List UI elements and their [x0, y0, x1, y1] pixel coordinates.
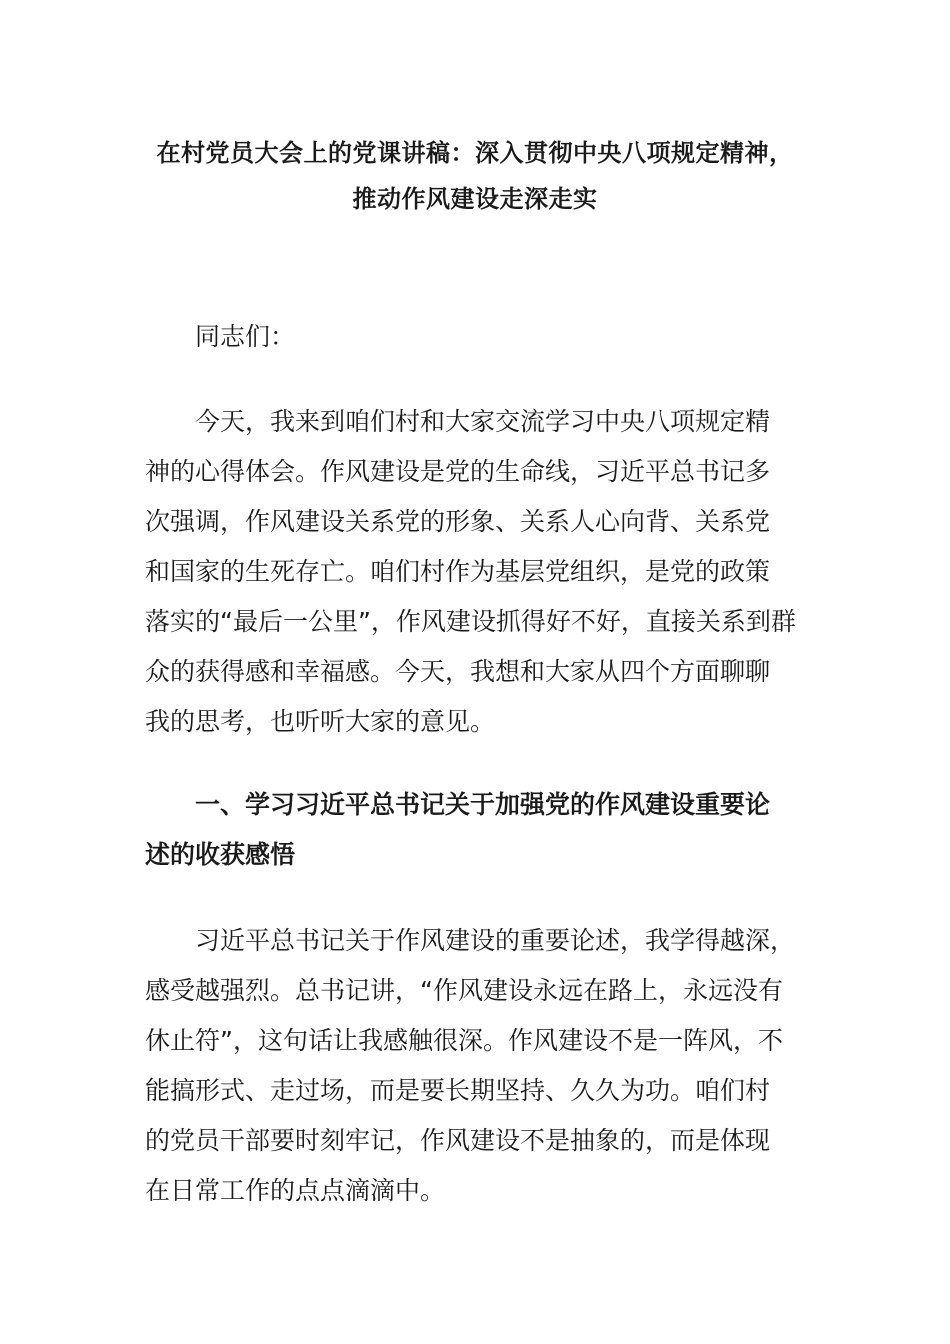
paragraph-section-1	[145, 916, 807, 1216]
paragraph-line: 落实的“最后一公里”，作风建设抓得好不好，直接关系到群	[145, 607, 796, 636]
paragraph-line: 能搞形式、走过场，而是要长期坚持、久久为功。咱们村	[145, 1076, 771, 1105]
greeting-text: 同志们：	[195, 322, 296, 351]
paragraph-line: 和国家的生死存亡。咱们村作为基层党组织，是党的政策	[145, 557, 771, 586]
heading-line: 述的收获感悟	[145, 840, 296, 869]
paragraph-line: 众的获得感和幸福感。今天，我想和大家从四个方面聊聊	[145, 657, 771, 686]
heading-line: 一、学习习近平总书记关于加强党的作风建设重要论	[195, 790, 771, 819]
paragraph-line: 今天，我来到咱们村和大家交流学习中央八项规定精	[195, 407, 771, 436]
paragraph-line: 休止符”，这句话让我感触很深。作风建设不是一阵风，不	[145, 1026, 783, 1055]
title-line: 在村党员大会上的党课讲稿：深入贯彻中央八项规定精神，	[156, 139, 794, 167]
paragraph-line: 我的思考，也听听大家的意见。	[145, 707, 496, 736]
paragraph-line: 感受越强烈。总书记讲，“作风建设永远在路上，永远没有	[145, 976, 783, 1005]
paragraph-line: 的党员干部要时刻牢记，作风建设不是抽象的，而是体现	[145, 1126, 771, 1155]
section-heading-1	[145, 780, 807, 880]
paragraph-line: 神的心得体会。作风建设是党的生命线，习近平总书记多	[145, 457, 771, 486]
document-title	[120, 130, 830, 222]
paragraph-line: 次强调，作风建设关系党的形象、关系人心向背、关系党	[145, 507, 771, 536]
title-line: 推动作风建设走深走实	[352, 185, 598, 213]
paragraph-line: 在日常工作的点点滴滴中。	[145, 1176, 446, 1205]
paragraph-line: 习近平总书记关于作风建设的重要论述，我学得越深，	[195, 926, 796, 955]
greeting	[145, 312, 807, 362]
paragraph-intro	[145, 397, 807, 747]
